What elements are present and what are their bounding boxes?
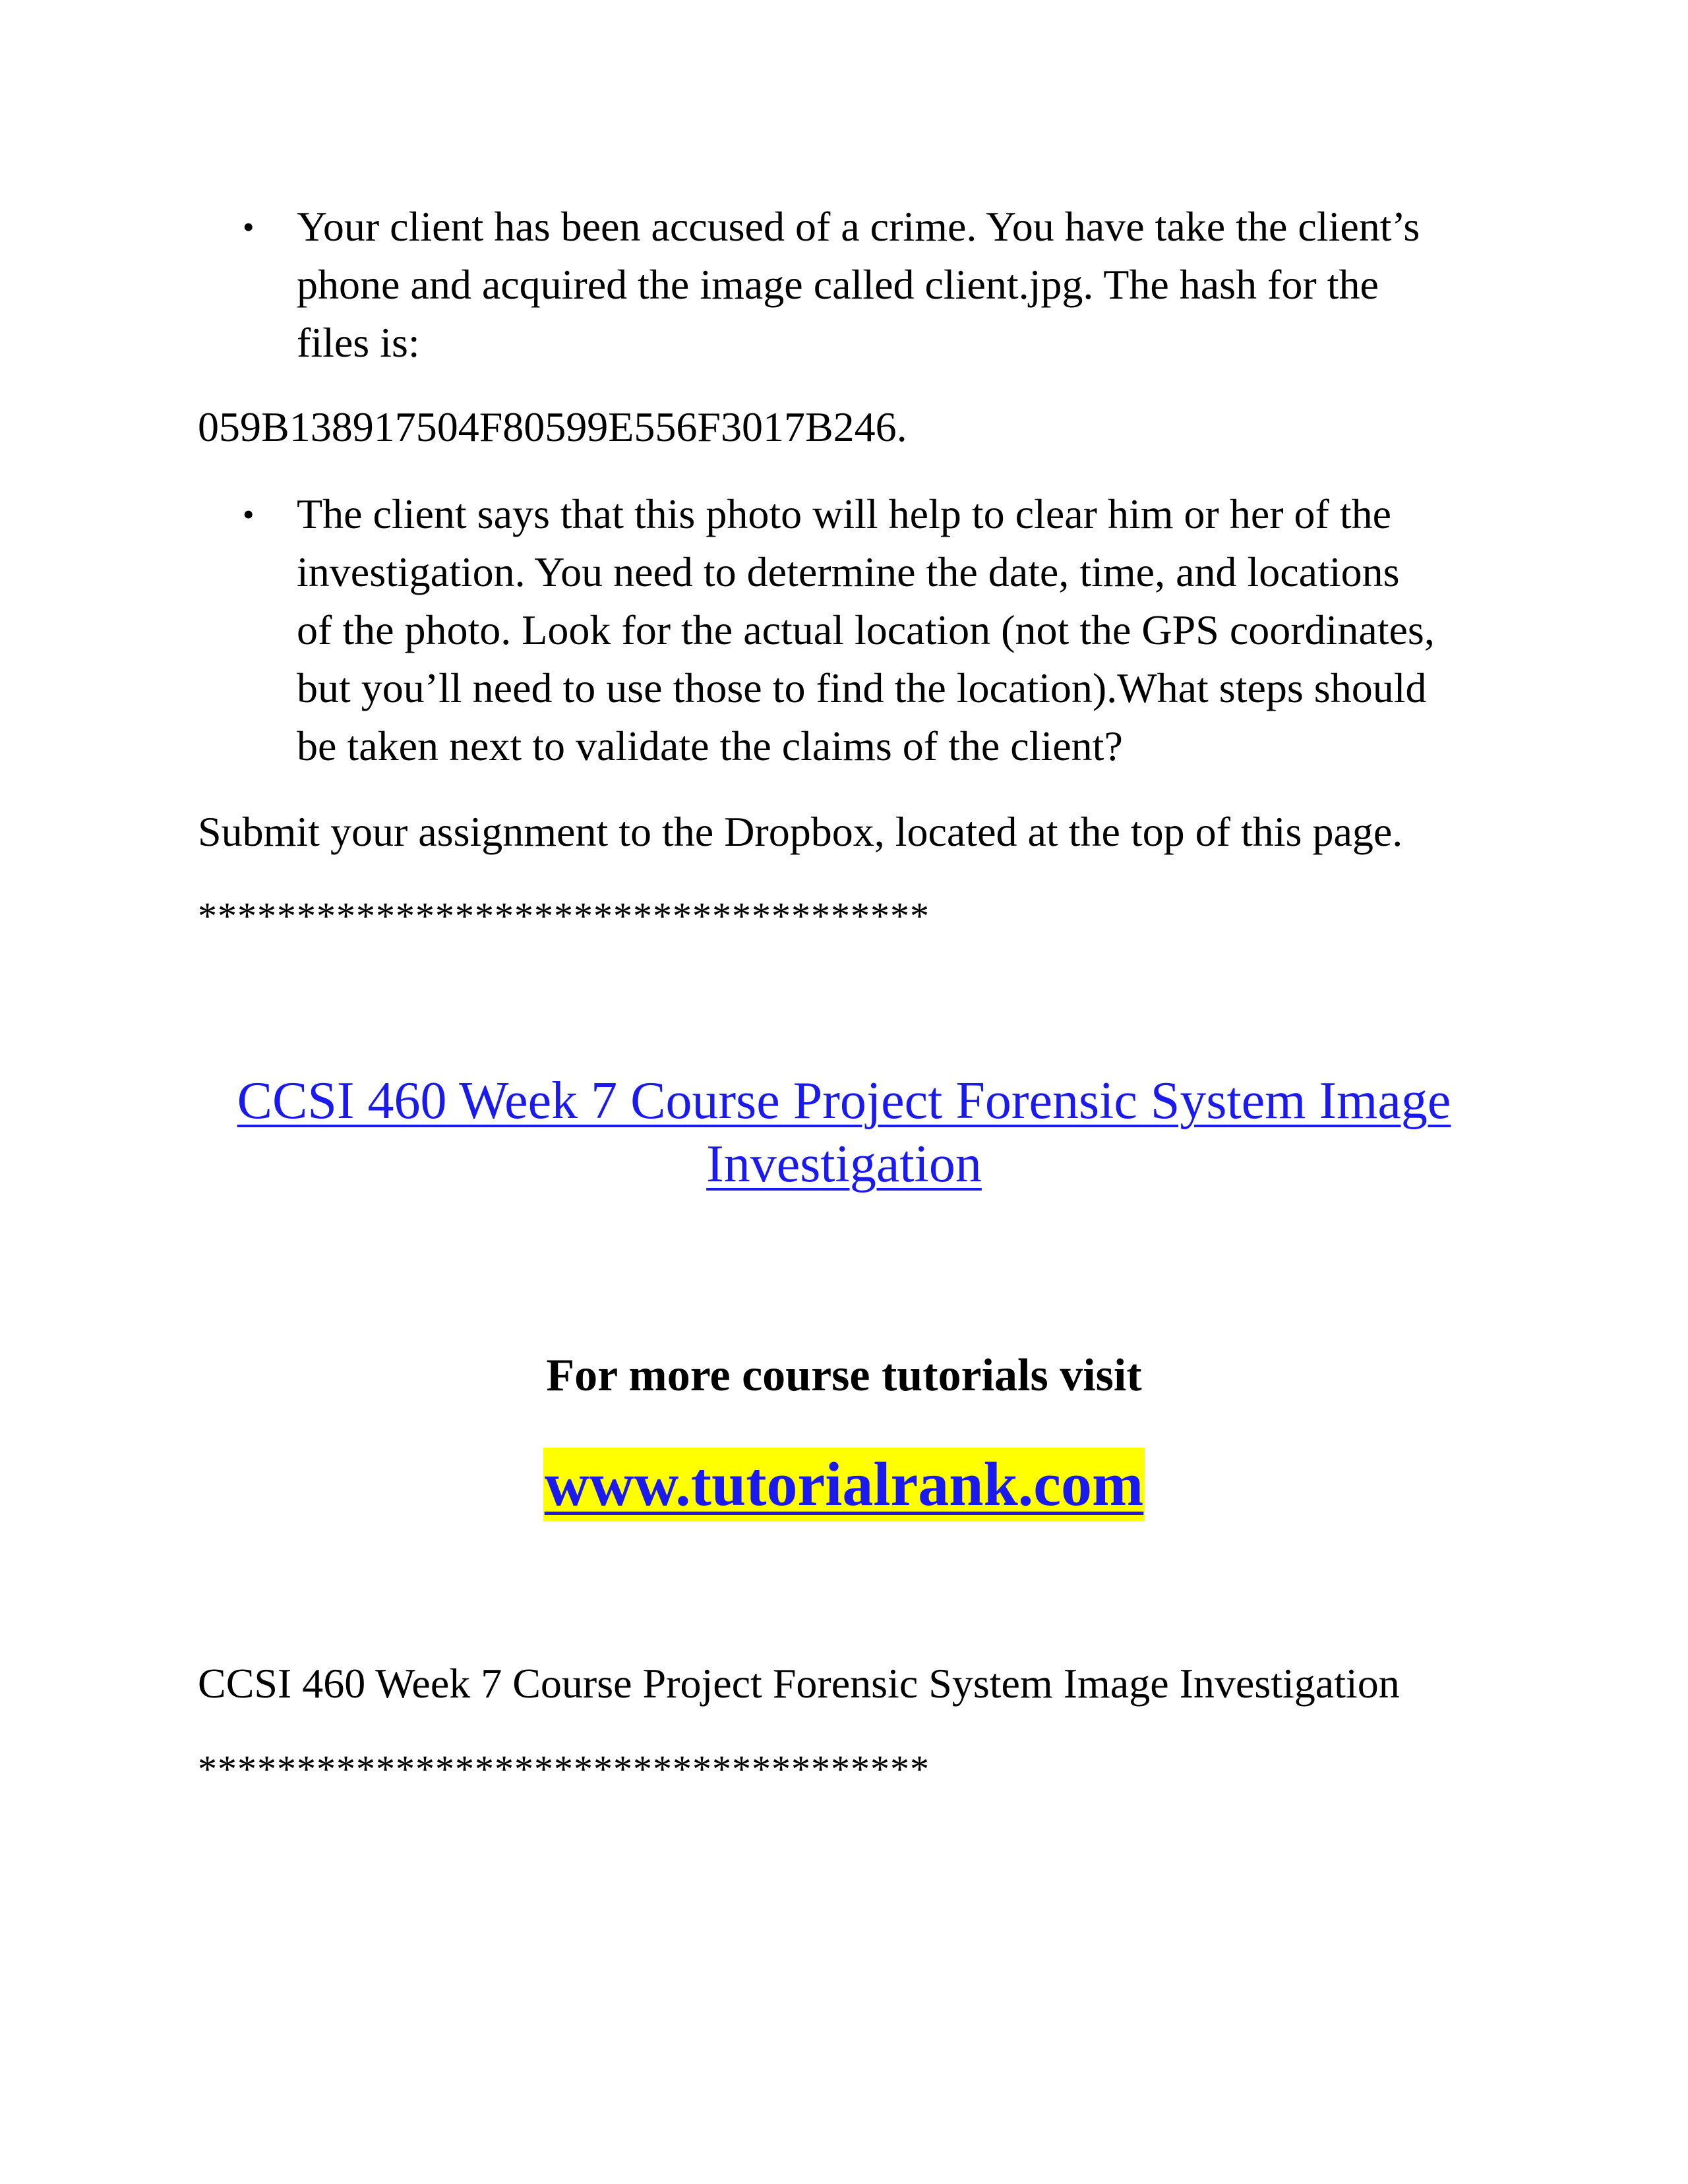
bullet-text-line: be taken next to validate the claims of the client?	[297, 723, 1123, 769]
bullet-text-line: Your client has been accused of a crime. You have take the client’s	[297, 203, 1420, 250]
separator-stars: *************************************	[198, 1748, 930, 1790]
bullet-text-line: phone and acquired the image called client.jpg. The hash for the	[297, 261, 1379, 308]
website-link-wrapper	[0, 1448, 1688, 1521]
bullet-text-line: The client says that this photo will help to clear him or her of the	[297, 490, 1392, 537]
course-project-link[interactable]	[0, 1069, 1688, 1133]
separator-stars: *************************************	[198, 895, 930, 937]
footer-course-title: CCSI 460 Week 7 Course Project Forensic System Image Investigation	[198, 1660, 1400, 1707]
bullet-icon: •	[243, 208, 255, 245]
course-project-link-line1: CCSI 460 Week 7 Course Project Forensic System Image	[237, 1072, 1451, 1130]
bullet-text-line: of the photo. Look for the actual location (not the GPS coordinates,	[297, 606, 1435, 653]
course-project-link-continued[interactable]	[0, 1133, 1688, 1196]
course-project-link-line2: Investigation	[706, 1135, 982, 1193]
submit-instruction: Submit your assignment to the Dropbox, located at the top of this page.	[198, 808, 1403, 855]
website-link[interactable]: www.tutorialrank.com	[543, 1448, 1145, 1521]
bullet-icon: •	[243, 496, 255, 533]
more-tutorials-heading: For more course tutorials visit	[546, 1350, 1142, 1401]
bullet-text-line: but you’ll need to use those to find the location).What steps should	[297, 664, 1427, 711]
bullet-text-line: files is:	[297, 319, 420, 366]
hash-value: 059B138917504F80599E556F3017B246.	[198, 403, 907, 450]
bullet-text-line: investigation. You need to determine the date, time, and locations	[297, 548, 1400, 595]
